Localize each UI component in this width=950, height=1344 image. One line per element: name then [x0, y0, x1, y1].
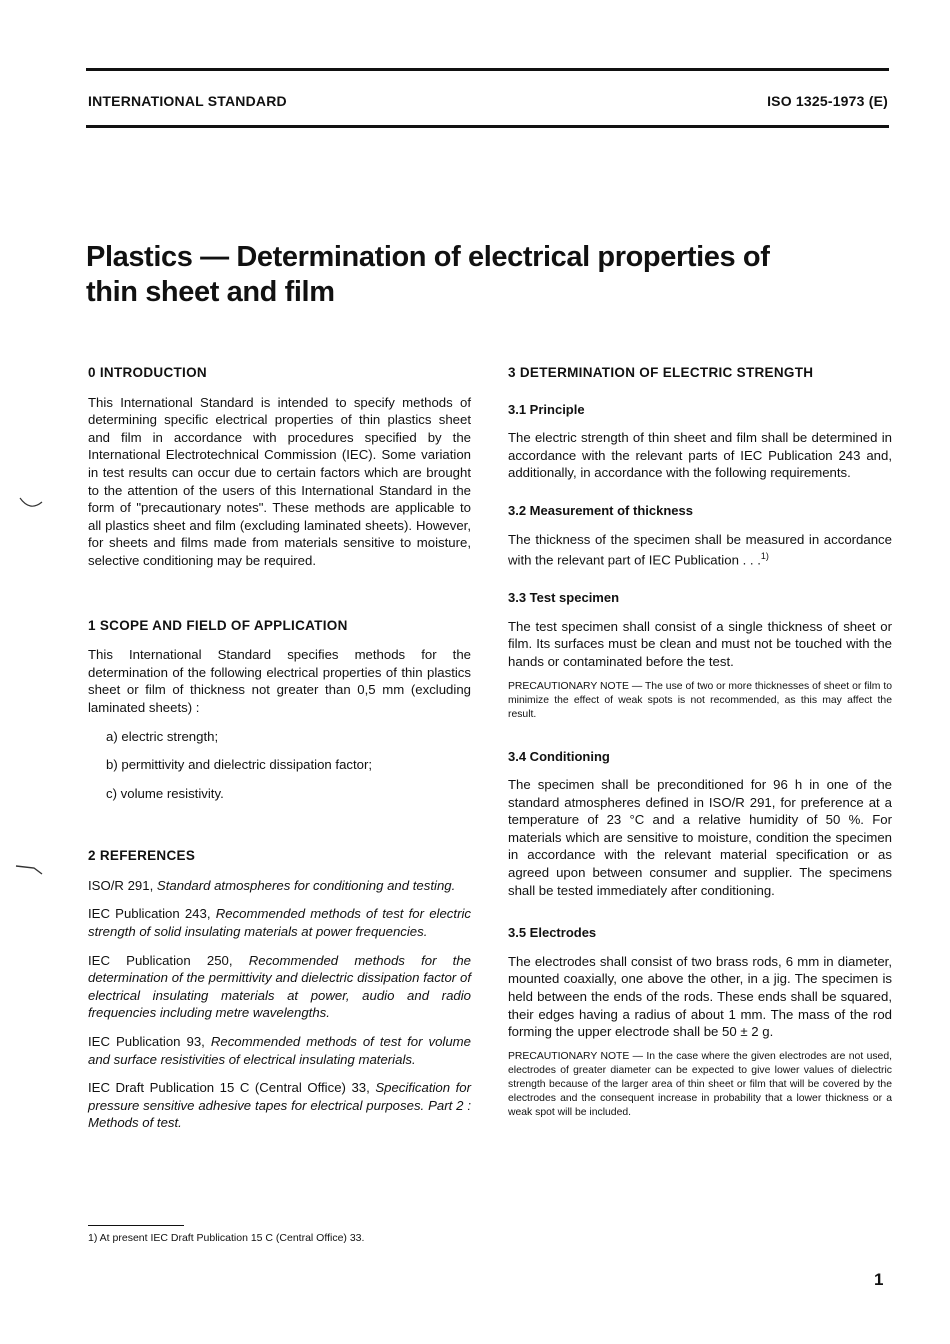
- electric-strength-heading: 3 DETERMINATION OF ELECTRIC STRENGTH: [508, 365, 814, 380]
- specimen-precautionary-note: PRECAUTIONARY NOTE — The use of two or more thicknesses of sheet or film to minimize the effect of weak spots is not recommended, as this may affect the result.: [508, 680, 892, 720]
- footnote-rule: [88, 1225, 184, 1226]
- intro-body: This International Standard is intended to specify methods of determining specific electrical properties of thin plastics sheet and film in accordance with procedures specified by the International Electrotechnical Commission (IEC). Some variation in test results can occur due to certain factors which are brought to the attention of the users of this International Standard in the form of "precautionary notes". These methods are applicable to all plastics sheet and film (excluding laminated sheets). However, for sheets and films made from materials sensitive to moisture, selective conditioning may be required.: [88, 394, 471, 568]
- reference-prefix: ISO/R 291,: [88, 877, 157, 893]
- margin-mark-upper: [18, 496, 44, 512]
- electrodes-heading: 3.5 Electrodes: [508, 925, 597, 941]
- thickness-body: [508, 531, 892, 570]
- page-title-line-2: thin sheet and film: [86, 276, 335, 308]
- header-standard-label: INTERNATIONAL STANDARD: [88, 93, 287, 109]
- scope-heading: 1 SCOPE AND FIELD OF APPLICATION: [88, 617, 348, 633]
- conditioning-body: The specimen shall be preconditioned for 96 h in one of the standard atmospheres defined in ISO/R 291, for preference at a temperature of 23 °C and a relative humidity of 50 %. For materials which are sensitive to moisture, condition the specimen in accordance with the relevant material specification or as agreed upon between consumer and supplier. The specimens shall be tested immediately after conditioning.: [508, 777, 892, 898]
- header-top-rule: [86, 68, 889, 71]
- specimen-body: The test specimen shall consist of a single thickness of sheet or film. Its surfaces must be clean and must not be touched with the hands or contaminated before the test.: [508, 618, 892, 669]
- thickness-text: The thickness of the specimen shall be measured in accordance with the relevant part of IEC Publication . . .: [508, 531, 892, 568]
- footnote-ref: 1): [760, 551, 769, 562]
- reference-title: Recommended methods of test for volume and surface resistivities of electrical insulating materials.: [88, 1034, 472, 1067]
- reference-item: [88, 1033, 471, 1068]
- page-title: [86, 240, 806, 310]
- reference-prefix: IEC Draft Publication 15 C (Central Office) 33,: [88, 1080, 376, 1096]
- reference-item: [88, 905, 471, 940]
- reference-prefix: IEC Publication 243,: [88, 906, 216, 922]
- margin-mark-lower: [14, 862, 44, 878]
- electrodes-body: The electrodes shall consist of two brass rods, 6 mm in diameter, mounted coaxially, one above the other, in a jig. The specimen is held between the ends of the rods. These ends shall be squared, their edges having a radius of about 1 mm. The mass of the rod forming the upper electrode shall be 50 ± 2 g.: [508, 953, 892, 1040]
- conditioning-heading: 3.4 Conditioning: [508, 748, 610, 764]
- page-number: 1: [874, 1270, 884, 1289]
- principle-body: The electric strength of thin sheet and film shall be determined in accordance with the relevant parts of IEC Publication 243 and, additionally, in accordance with the following requirements.: [508, 430, 892, 481]
- scope-item-c: c) volume resistivity.: [106, 785, 224, 801]
- intro-heading: 0 INTRODUCTION: [88, 365, 207, 380]
- scope-item-b: b) permittivity and dielectric dissipation factor;: [106, 757, 373, 773]
- right-column: [508, 364, 892, 1120]
- reference-item: [88, 952, 471, 1022]
- scope-item-a: a) electric strength;: [106, 728, 219, 744]
- principle-heading: 3.1 Principle: [508, 401, 585, 417]
- reference-item: [88, 877, 471, 895]
- specimen-heading: 3.3 Test specimen: [508, 590, 620, 606]
- reference-title: Recommended methods for the determination of the permittivity and dielectric dissipation factor of electrical insulating materials at power, audio and radio frequencies including metre wavelengths.: [88, 952, 471, 1021]
- reference-prefix: IEC Publication 250,: [88, 952, 249, 968]
- reference-item: [88, 1079, 471, 1132]
- electrodes-precautionary-note: PRECAUTIONARY NOTE — In the case where the given electrodes are not used, electrodes of greater diameter can be expected to give lower values of dielectric strength because of the larger area of thin sheet or film that will be covered by the electrodes and the consequent increase in probability that a lower thickness or a weak spot will be included.: [508, 1050, 892, 1118]
- scope-body: This International Standard specifies methods for the determination of the following electrical properties of thin plastics sheet or film of thickness not greater than 0,5 mm (excluding laminated sheets) :: [88, 647, 471, 715]
- reference-title: Standard atmospheres for conditioning and testing.: [156, 877, 456, 893]
- footnote: 1) At present IEC Draft Publication 15 C (Central Office) 33.: [88, 1232, 365, 1244]
- header-document-number: ISO 1325-1973 (E): [767, 93, 888, 109]
- thickness-heading: 3.2 Measurement of thickness: [508, 502, 693, 518]
- left-column: [88, 364, 471, 1132]
- reference-title: Specification for pressure sensitive adhesive tapes for electrical purposes. Part 2 : Methods of test.: [88, 1080, 471, 1131]
- reference-title: Recommended methods of test for electric strength of solid insulating materials at power frequencies.: [88, 906, 471, 940]
- reference-prefix: IEC Publication 93,: [88, 1034, 211, 1050]
- header-bottom-rule: [86, 125, 889, 128]
- page-title-line-1: Plastics — Determination of electrical properties of: [86, 241, 770, 273]
- references-heading: 2 REFERENCES: [88, 848, 196, 864]
